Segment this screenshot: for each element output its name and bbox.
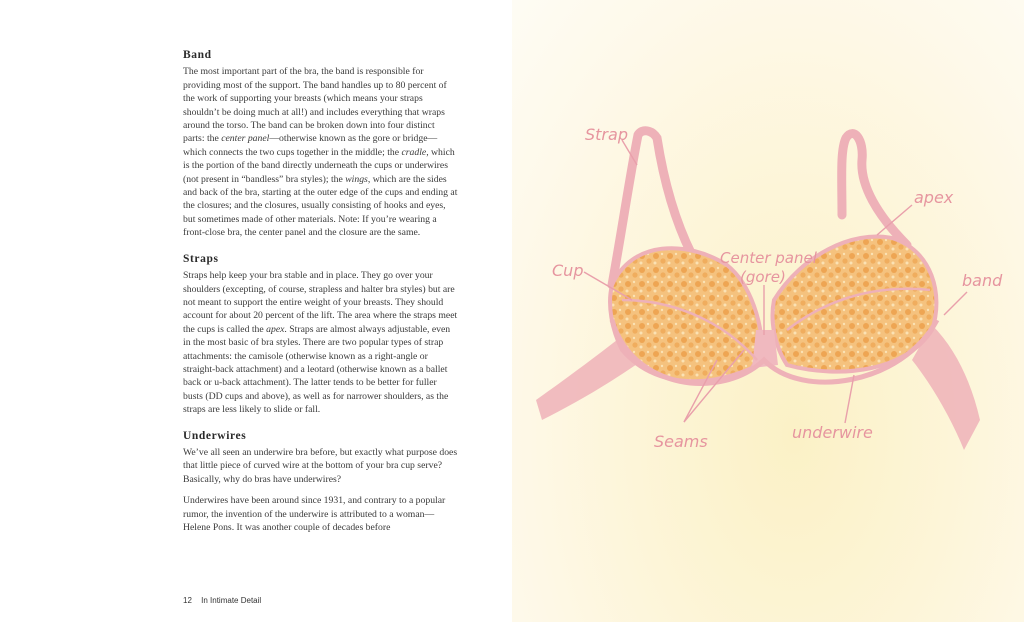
- section-underwires: [183, 430, 458, 535]
- text-run: The most important part of the bra, the band is responsible for providing most of the support. The band handles up to 80 percent of the work of supporting your breasts (which means your straps shouldn’t be doing much at all!) and includes everything that wraps around the torso. The band can be broken down into four distinct parts: the: [183, 66, 447, 145]
- section-paragraph: [183, 269, 458, 416]
- text-run: Underwires have been around since 1931, and contrary to a popular rumor, the invention of the underwire is attributed to a woman—Helene Pons. It was another couple of decades before: [183, 495, 446, 533]
- section-heading: Straps: [183, 252, 219, 265]
- label-underwire: underwire: [792, 423, 873, 442]
- text-run: , which is the portion of the band directly underneath the cups or underwires (not present in “bandless” bra styles); the: [183, 146, 455, 185]
- text-run: . Straps are almost always adjustable, even in the most basic of bra styles. There are two popular types of strap attachments: the camisole (otherwise known as a right-angle or straight-back attachment) and a leotard (otherwise known as a ballet back or u-back attachment). The latter tends to be better for fuller busts (DD cups and above), as well as for narrower shoulders, as the straps are less likely to slide or fall.: [183, 323, 451, 416]
- label-band: band: [962, 271, 1003, 290]
- section-paragraph: [183, 494, 458, 534]
- text-run: , which are the sides and back of the bra, starting at the outer edge of the cups and ending at the closures; and the closures, usually consisting of hooks and eyes, but sometimes made of other materials. Note: If you’re wearing a front-close bra, the center panel and the closure are the same.: [183, 173, 458, 239]
- italic-term: apex: [266, 323, 285, 335]
- label-gore: (gore): [740, 268, 786, 286]
- section-straps: [183, 253, 458, 417]
- running-title: In Intimate Detail: [201, 596, 262, 605]
- label-strap: Strap: [585, 125, 628, 144]
- text-run: We’ve all seen an underwire bra before, but exactly what purpose does that little piece of curved wire at the bottom of your bra cup serve? Basically, why do bras have underwires?: [183, 446, 458, 485]
- body-text-column: [183, 49, 458, 547]
- right-page: [512, 0, 1024, 622]
- label-seams: Seams: [654, 432, 708, 451]
- page-number: 12: [183, 596, 192, 605]
- section-paragraph: [183, 65, 458, 239]
- italic-term: cradle: [401, 146, 427, 158]
- section-paragraph: [183, 446, 458, 486]
- page-footer: [183, 596, 261, 605]
- right-strap: [842, 134, 907, 245]
- italic-term: wings: [345, 173, 368, 185]
- label-cup: Cup: [552, 261, 584, 280]
- italic-term: center panel: [221, 133, 270, 145]
- bra-illustration: [512, 0, 1024, 622]
- text-run: Straps help keep your bra stable and in place. They go over your shoulders (excepting, of course, strapless and halter bra styles) but are not meant to support the entire weight of your breasts. They should account for about 20 percent of the lift. The area where the straps meet the cups is called the: [183, 270, 458, 335]
- left-page: [0, 0, 512, 622]
- label-center-panel: Center panel: [720, 249, 817, 267]
- section-heading: Underwires: [183, 429, 247, 442]
- section-heading: Band: [183, 49, 212, 61]
- text-run: —otherwise known as the gore or bridge—which connects the two cups together in the middle; the: [183, 133, 438, 158]
- section-band: [183, 49, 458, 240]
- label-apex: apex: [914, 188, 954, 207]
